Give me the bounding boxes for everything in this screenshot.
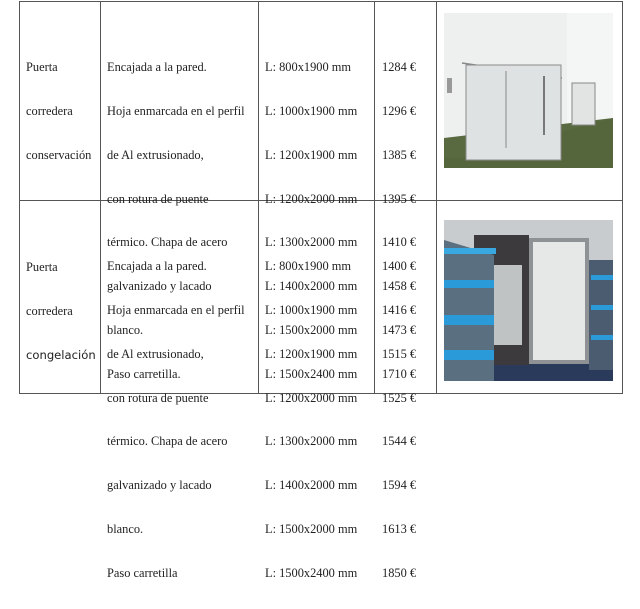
description-line: galvanizado y lacado <box>107 478 212 493</box>
column-divider <box>374 1 375 394</box>
column-divider <box>100 1 101 394</box>
sliding-door-freezer-photo <box>444 220 613 381</box>
price-line: 1400 € <box>382 259 417 274</box>
description-cell <box>107 230 245 609</box>
price-line: 1416 € <box>382 302 417 317</box>
price-line: 1710 € <box>382 366 417 381</box>
size-line: L: 1500x2000 mm <box>265 521 358 536</box>
size-line: L: 1400x2000 mm <box>265 279 358 294</box>
product-name-line: congelación <box>26 347 96 362</box>
description-line: blanco. <box>107 521 144 536</box>
size-line: L: 1200x1900 mm <box>265 147 358 162</box>
price-line: 1296 € <box>382 103 417 118</box>
size-line: L: 1200x1900 mm <box>265 346 358 361</box>
size-line: L: 1000x1900 mm <box>265 302 358 317</box>
description-line: Paso carretilla <box>107 565 178 580</box>
price-line: 1525 € <box>382 390 417 405</box>
size-line: L: 1300x2000 mm <box>265 235 358 250</box>
size-line: L: 1500x2400 mm <box>265 565 358 580</box>
size-line: L: 1400x2000 mm <box>265 478 358 493</box>
description-line: con rotura de puente <box>107 390 209 405</box>
column-divider <box>258 1 259 394</box>
price-line: 1850 € <box>382 565 417 580</box>
size-line: L: 1500x2400 mm <box>265 366 358 381</box>
price-line: 1284 € <box>382 60 417 75</box>
description-line: de Al extrusionado, <box>107 147 204 162</box>
product-name-line: corredera <box>26 103 73 118</box>
product-name-line: Puerta <box>26 60 58 75</box>
prices-cell <box>382 230 416 609</box>
price-line: 1515 € <box>382 346 417 361</box>
price-line: 1458 € <box>382 279 417 294</box>
price-line: 1473 € <box>382 322 417 337</box>
description-line: Hoja enmarcada en el perfil <box>107 103 245 118</box>
size-line: L: 1500x2000 mm <box>265 322 358 337</box>
size-line: L: 800x1900 mm <box>265 259 352 274</box>
description-line: Encajada a la pared. <box>107 259 207 274</box>
description-line: Paso carretilla. <box>107 366 181 381</box>
description-line: de Al extrusionado, <box>107 346 204 361</box>
column-divider <box>436 1 437 394</box>
price-line: 1385 € <box>382 147 417 162</box>
size-line: L: 1200x2000 mm <box>265 390 358 405</box>
sliding-door-conservation-photo <box>444 13 613 168</box>
product-name-line: conservación <box>26 147 92 162</box>
price-line: 1544 € <box>382 434 417 449</box>
size-line: L: 1000x1900 mm <box>265 103 358 118</box>
product-name-cell <box>26 231 96 392</box>
description-line: Hoja enmarcada en el perfil <box>107 302 245 317</box>
description-line: blanco. <box>107 322 144 337</box>
product-name-cell <box>26 31 91 192</box>
description-line: térmico. Chapa de acero <box>107 434 228 449</box>
size-line: L: 1300x2000 mm <box>265 434 358 449</box>
description-line: Encajada a la pared. <box>107 60 207 75</box>
price-line: 1594 € <box>382 478 417 493</box>
description-line: galvanizado y lacado <box>107 279 212 294</box>
description-line: térmico. Chapa de acero <box>107 235 228 250</box>
description-line: con rotura de puente <box>107 191 209 206</box>
size-line: L: 1200x2000 mm <box>265 191 358 206</box>
size-line: L: 800x1900 mm <box>265 60 352 75</box>
price-line: 1410 € <box>382 235 417 250</box>
price-line: 1395 € <box>382 191 417 206</box>
price-line: 1613 € <box>382 521 417 536</box>
product-name-line: corredera <box>26 303 73 318</box>
sizes-cell <box>265 230 357 609</box>
product-name-line: Puerta <box>26 260 58 275</box>
